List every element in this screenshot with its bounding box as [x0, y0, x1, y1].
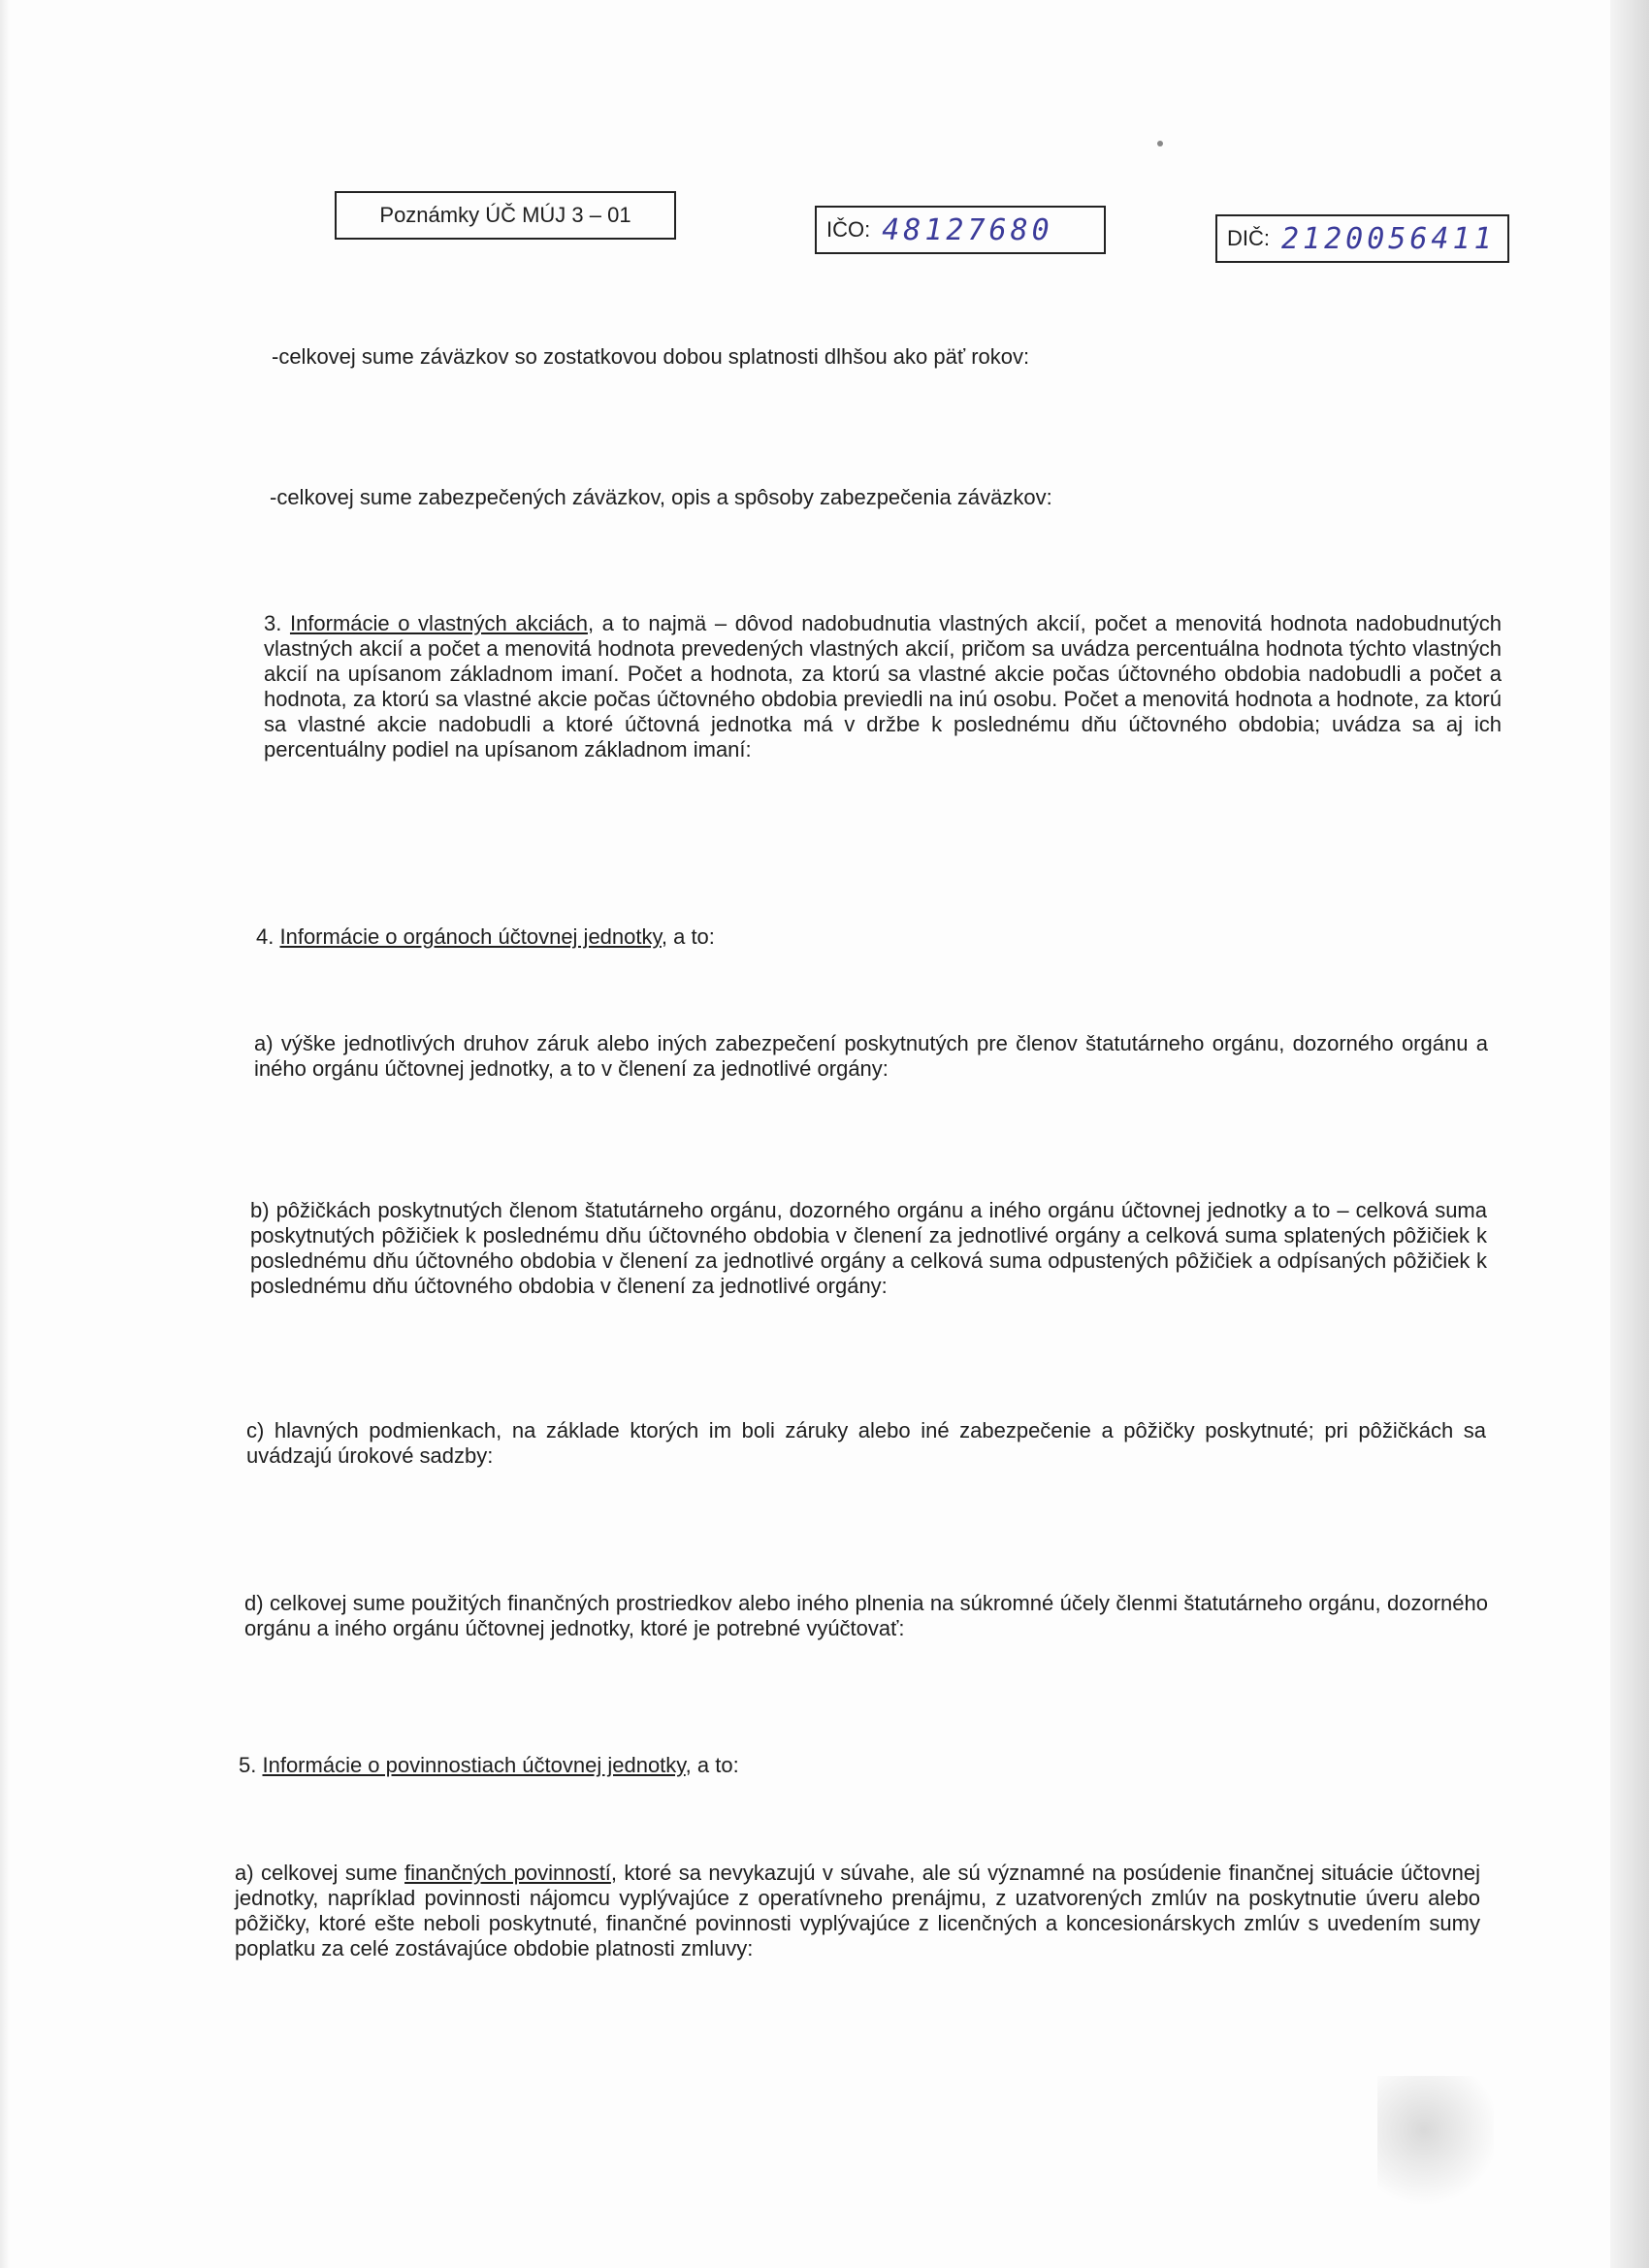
section-3-number: 3. [264, 611, 282, 635]
section-3-body: , a to najmä – dôvod nadobudnutia vlastných akcií, počet a menovitá hodnota nadobudnutých vlastných akcií a počet a menovitá hodnota prevedených vlastných akcií, pričom sa uvádza percentuálna hodnota týchto vlastných akcií na upísanom základnom imaní. Počet a hodnota, za ktorú sa vlastné akcie počas účtovného obdobia nadobudli a počet a hodnota, za ktorú sa vlastné akcie počas účtovného obdobia previedli na inú osobu. Počet a menovitá hodnota a hodnote, za ktorú sa vlastné akcie nadobudli a ktoré účtovná jednotka má v držbe k poslednému dňu účtovného obdobia; uvádza sa aj ich percentuálny podiel na upísanom základnom imaní: [264, 611, 1502, 761]
section-5-suffix: , a to: [685, 1753, 739, 1777]
notes-label: Poznámky ÚČ MÚJ 3 – 01 [379, 203, 631, 227]
section-5-a-prefix: a) celkovej sume [235, 1861, 405, 1885]
ico-label: IČO: [826, 217, 871, 242]
section-4-heading-line [256, 924, 715, 950]
section-5-item-a [235, 1861, 1480, 1961]
dic-box [1215, 214, 1509, 263]
section-5-number: 5. [239, 1753, 257, 1777]
ico-box [815, 206, 1106, 254]
scan-left-edge [0, 0, 10, 2268]
section-3-paragraph [264, 611, 1502, 762]
ico-value: 48127680 [882, 212, 1053, 247]
scan-dot [1157, 141, 1163, 146]
section-5-heading: Informácie o povinnostiach účtovnej jednotky [262, 1753, 686, 1777]
section-4-number: 4. [256, 924, 275, 949]
dic-label: DIČ: [1227, 226, 1270, 250]
dic-value: 2120056411 [1281, 221, 1496, 256]
scan-smudge [1377, 2076, 1494, 2212]
section-4-suffix: , a to: [661, 924, 715, 949]
section-4-heading: Informácie o orgánoch účtovnej jednotky [279, 924, 662, 949]
notes-header-box [335, 191, 676, 240]
section-4-item-a: a) výške jednotlivých druhov záruk alebo iných zabezpečení poskytnutých pre členov štatutárneho orgánu, dozorného orgánu a iného orgánu účtovnej jednotky, a to v členení za jednotlivé orgány: [254, 1031, 1488, 1081]
section-4-item-b: b) pôžičkách poskytnutých členom štatutárneho orgánu, dozorného orgánu a iného orgánu účtovnej jednotky a to – celková suma poskytnutých pôžičiek k poslednému dňu účtovného obdobia v členení za jednotlivé orgány a celková suma splatených pôžičiek k poslednému dňu účtovného obdobia v členení za jednotlivé orgány a celková suma odpustených pôžičiek a odpísaných pôžičiek k poslednému dňu účtovného obdobia v členení za jednotlivé orgány: [250, 1198, 1487, 1298]
section-4-item-d: d) celkovej sume použitých finančných prostriedkov alebo iného plnenia na súkromné účely členmi štatutárneho orgánu, dozorného orgánu a iného orgánu účtovnej jednotky, ktoré je potrebné vyúčtovať: [244, 1591, 1488, 1640]
section-5-a-body: , ktoré sa nevykazujú v súvahe, ale sú významné na posúdenie finančnej situácie účtovnej jednotky, napríklad povinnosti nájomcu vyplývajúce z operatívneho prenájmu, z uzatvorených zmlúv na poskytnutie úveru alebo pôžičky, ktoré ešte neboli poskytnuté, finančné povinnosti vyplývajúce z licenčných a koncesionárskych zmlúv s uvedením sumy poplatku za celé zostávajúce obdobie platnosti zmluvy: [235, 1861, 1480, 1960]
section-5-a-link: finančných povinností [404, 1861, 611, 1885]
section-4-item-c: c) hlavných podmienkach, na základe ktorých im boli záruky alebo iné zabezpečenie a pôžičky poskytnuté; pri pôžičkách sa uvádzajú úrokové sadzby: [246, 1418, 1486, 1468]
line-secured-liabilities: -celkovej sume zabezpečených záväzkov, opis a spôsoby zabezpečenia záväzkov: [270, 485, 1052, 509]
section-5-heading-line [239, 1753, 739, 1778]
scan-right-edge [1610, 0, 1649, 2268]
section-3-heading: Informácie o vlastných akciách [289, 611, 588, 635]
line-long-term-liabilities: -celkovej sume záväzkov so zostatkovou dobou splatnosti dlhšou ako päť rokov: [272, 344, 1030, 369]
